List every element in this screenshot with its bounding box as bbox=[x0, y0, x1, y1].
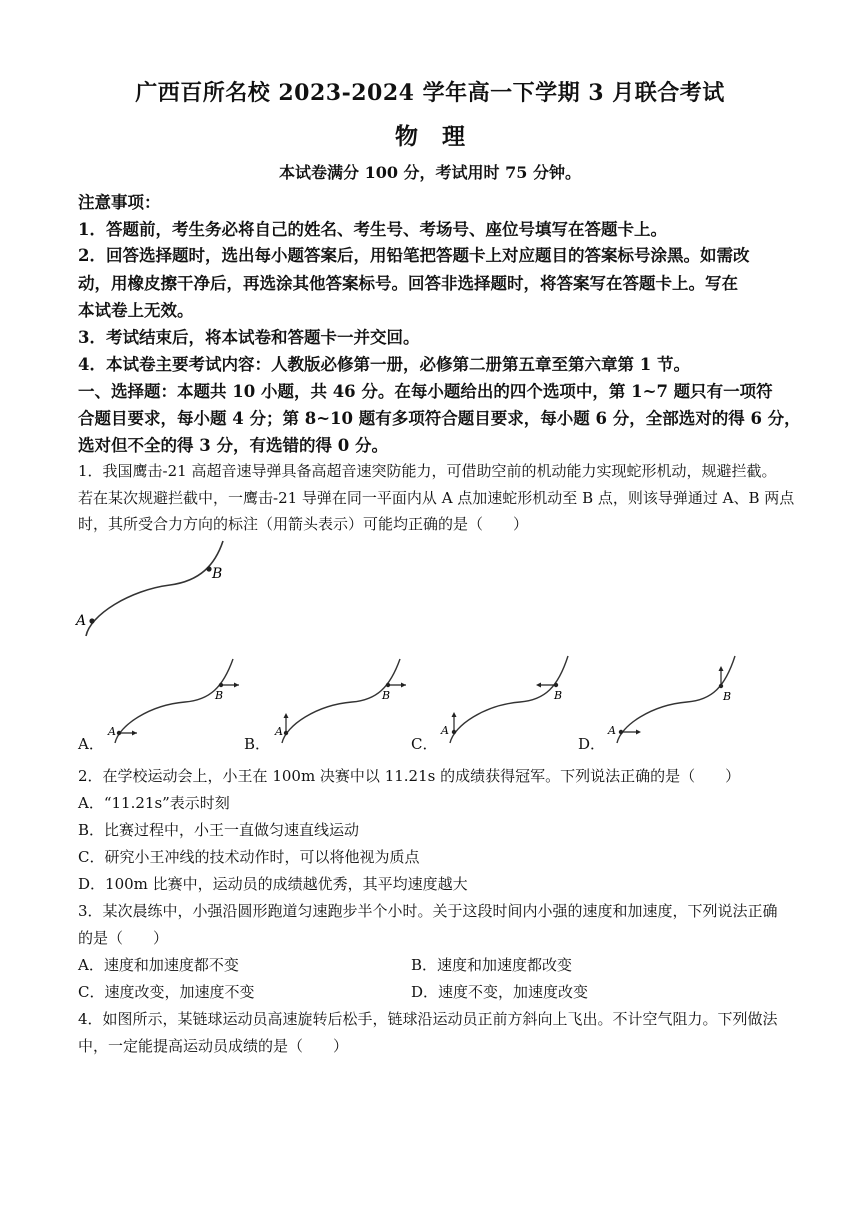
trajectory-curve bbox=[86, 541, 223, 636]
section-heading-line: 合题目要求，每小题 4 分；第 8~10 题有多项符合题目要求，每小题 6 分，全部选对的得 6 分， bbox=[78, 409, 801, 428]
svg-text:B: B bbox=[215, 689, 224, 702]
q4-stem-line: 4．如图所示，某链球运动员高速旋转后松手，链球沿运动员正前方斜向上飞出。不计空气阻力。下列做法 bbox=[78, 1010, 778, 1028]
notes-line: 4．本试卷主要考试内容：人教版必修第一册，必修第二册第五章至第六章第 1 节。 bbox=[78, 355, 690, 374]
notes-line: 2．回答选择题时，选出每小题答案后，用铅笔把答题卡上对应题目的答案标号涂黑。如需改 bbox=[78, 246, 750, 265]
q2-option[interactable]: C．研究小王冲线的技术动作时，可以将他视为质点 bbox=[78, 848, 420, 866]
q3-option[interactable]: B．速度和加速度都改变 bbox=[411, 956, 573, 974]
subject-title: 物理 bbox=[395, 123, 489, 150]
svg-text:A: A bbox=[108, 725, 116, 738]
q3-stem-line: 3．某次晨练中，小强沿圆形跑道匀速跑步半个小时。关于这段时间内小强的速度和加速度，下列说法正确 bbox=[78, 902, 778, 920]
svg-text:A: A bbox=[275, 725, 283, 738]
option-d-label[interactable]: D． bbox=[578, 735, 606, 753]
section-heading-line: 一、选择题：本题共 10 小题，共 46 分。在每小题给出的四个选项中，第 1~7 题只有一项符 bbox=[78, 382, 773, 401]
q2-option[interactable]: A．“11.21s”表示时刻 bbox=[78, 794, 230, 812]
option-d-figure bbox=[607, 652, 747, 745]
q1-stem-line: 1．我国鹰击-21 高超音速导弹具备高超音速突防能力，可借助空前的机动能力实现蛇形机动，规避拦截。 bbox=[78, 462, 777, 480]
q4-stem-line: 中，一定能提高运动员成绩的是（ ） bbox=[78, 1037, 349, 1055]
q3-option[interactable]: A．速度和加速度都不变 bbox=[78, 956, 239, 974]
svg-text:B: B bbox=[723, 690, 732, 703]
section-heading-line: 选对但不全的得 3 分，有选错的得 0 分。 bbox=[78, 436, 388, 455]
svg-text:B: B bbox=[382, 689, 391, 702]
option-c-label[interactable]: C． bbox=[411, 735, 438, 753]
q2-option[interactable]: D．100m 比赛中，运动员的成绩越优秀，其平均速度越大 bbox=[78, 875, 468, 893]
q1-stem-line: 若在某次规避拦截中，一鹰击-21 导弹在同一平面内从 A 点加速蛇形机动至 B 点，则该导弹通过 A、B 两点 bbox=[78, 489, 795, 507]
notes-line: 1．答题前，考生务必将自己的姓名、考生号、考场号、座位号填写在答题卡上。 bbox=[78, 220, 667, 239]
notes-line: 3．考试结束后，将本试卷和答题卡一并交回。 bbox=[78, 328, 420, 347]
svg-text:A: A bbox=[608, 724, 616, 737]
q3-option[interactable]: D．速度不变，加速度改变 bbox=[411, 983, 589, 1001]
score-line: 本试卷满分 100 分，考试用时 75 分钟。 bbox=[279, 163, 581, 182]
option-b-figure bbox=[272, 655, 412, 745]
svg-text:B: B bbox=[554, 689, 563, 702]
point-b-dot bbox=[206, 566, 211, 571]
svg-text:A: A bbox=[441, 724, 449, 737]
q3-stem-line: 的是（ ） bbox=[78, 929, 169, 947]
exam-title: 广西百所名校 2023-2024 学年高一下学期 3 月联合考试 bbox=[135, 80, 725, 106]
q2-option[interactable]: B．比赛过程中，小王一直做匀速直线运动 bbox=[78, 821, 360, 839]
q1-stem-line: 时，其所受合力方向的标注（用箭头表示）可能均正确的是（ ） bbox=[78, 515, 529, 533]
q2-stem: 2．在学校运动会上，小王在 100m 决赛中以 11.21s 的成绩获得冠军。下列说法正确的是（ ） bbox=[78, 767, 741, 785]
option-a-label[interactable]: A． bbox=[78, 735, 104, 753]
q3-option[interactable]: C．速度改变，加速度不变 bbox=[78, 983, 255, 1001]
notes-heading: 注意事项： bbox=[78, 193, 161, 212]
option-a-figure bbox=[105, 655, 245, 745]
point-a-dot bbox=[89, 618, 94, 623]
notes-line: 动，用橡皮擦干净后，再选涂其他答案标号。回答非选择题时，将答案写在答题卡上。写在 bbox=[78, 274, 738, 293]
option-b-label[interactable]: B． bbox=[244, 735, 271, 753]
point-a-label: A bbox=[76, 613, 87, 629]
option-c-figure bbox=[440, 652, 580, 745]
trajectory-figure bbox=[70, 535, 240, 645]
notes-line: 本试卷上无效。 bbox=[78, 301, 194, 320]
point-b-label: B bbox=[212, 566, 223, 582]
